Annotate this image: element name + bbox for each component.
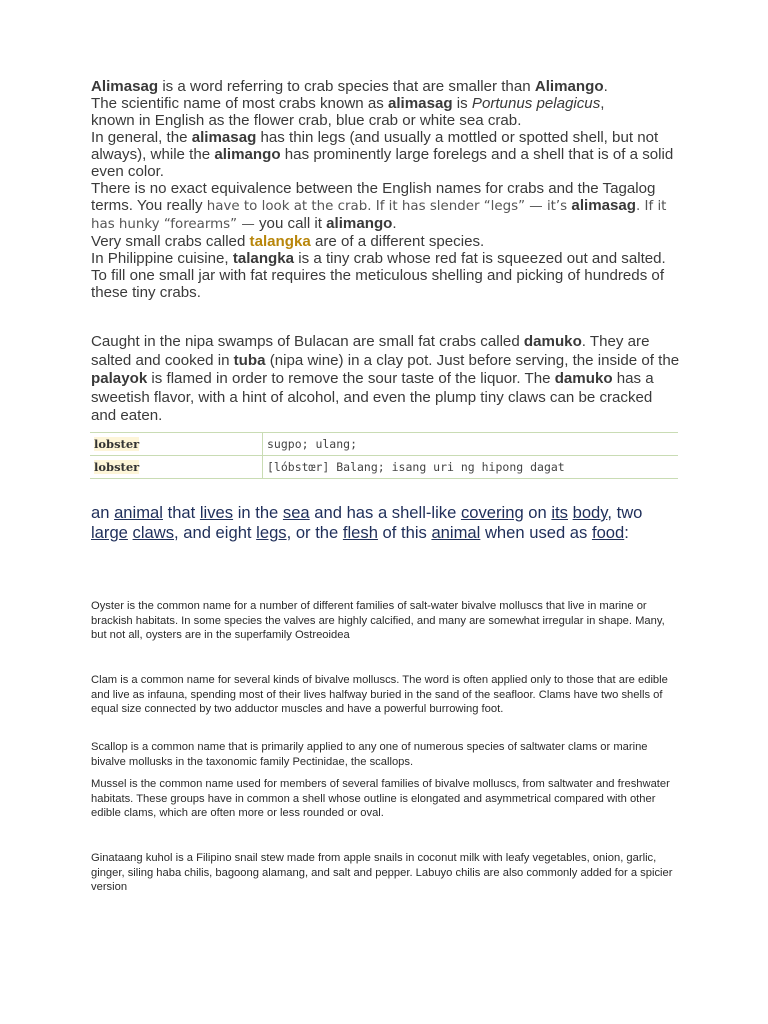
dictionary-definition: [lóbstœr] Balang; isang uri ng hipong dagat bbox=[263, 456, 679, 479]
dictionary-term: lobster bbox=[90, 456, 263, 479]
damuko-section bbox=[91, 333, 680, 426]
intro-paragraph-6: In Philippine cuisine, talangka is a tiny crab whose red fat is squeezed out and salted. bbox=[91, 250, 666, 267]
dictionary-row bbox=[90, 456, 678, 479]
dictionary-term: lobster bbox=[90, 433, 263, 456]
clam-paragraph: Clam is a common name for several kinds of bivalve molluscs. The word is often applied only to those that are edible and live as infauna, spending most of their lives halfway buried in the sand of the seafloor. Clams have two shells of equal size connected by two adductor muscles and have a powerful burrowing foot. bbox=[91, 674, 668, 715]
link-animal[interactable]: animal bbox=[114, 503, 163, 522]
intro-paragraph-2: The scientific name of most crabs known as alimasag is Portunus pelagicus, known in English as the flower crab, blue crab or white sea crab. bbox=[91, 95, 605, 129]
damuko-paragraph: Caught in the nipa swamps of Bulacan are small fat crabs called damuko. They are salted and cooked in tuba (nipa wine) in a clay pot. Just before serving, the inside of the palayok is flamed in order to remove the sour taste of the liquor. The damuko has a sweetish flavor, with a hint of alcohol, and even the plump tiny claws can be cracked and eaten. bbox=[91, 333, 680, 424]
oyster-paragraph: Oyster is the common name for a number of different families of salt-water bivalve molluscs that live in marine or brackish habitats. In some species the valves are highly calcified, and many are somewhat irregular in shape. Many, but not all, oysters are in the superfamily Ostreoidea bbox=[91, 600, 665, 641]
link-body[interactable]: body bbox=[572, 503, 608, 522]
intro-paragraph-5: Very small crabs called talangka are of a different species. bbox=[91, 233, 485, 250]
dictionary-row bbox=[90, 433, 678, 456]
crab-intro-section bbox=[91, 78, 680, 301]
link-lives[interactable]: lives bbox=[199, 503, 234, 522]
link-flesh[interactable]: flesh bbox=[342, 523, 378, 542]
dictionary-definition: sugpo; ulang; bbox=[263, 433, 679, 456]
intro-paragraph-1: Alimasag is a word referring to crab species that are smaller than Alimango. bbox=[91, 78, 608, 95]
link-claws[interactable]: claws bbox=[132, 523, 175, 542]
mussel-paragraph: Mussel is the common name used for members of several families of bivalve molluscs, from saltwater and freshwater habitats. These groups have in common a shell whose outline is elongated and asymmetrical compared with other edible clams, which are often more or less rounded or oval. bbox=[91, 778, 670, 819]
intro-paragraph-7: To fill one small jar with fat requires the meticulous shelling and picking of hundreds of these tiny crabs. bbox=[91, 267, 665, 301]
kuhol-paragraph: Ginataang kuhol is a Filipino snail stew made from apple snails in coconut milk with leafy vegetables, onion, garlic, ginger, siling haba chilis, bagoong alamang, and salt and pepper. Labuyo chilis are also commonly added for a spicier version bbox=[91, 852, 673, 893]
scallop-paragraph: Scallop is a common name that is primarily applied to any one of numerous species of saltwater clams or marine bivalve mollusks in the taxonomic family Pectinidae, the scallops. bbox=[91, 741, 648, 768]
link-legs[interactable]: legs bbox=[256, 523, 287, 542]
link-large[interactable]: large bbox=[91, 523, 128, 542]
dictionary-table bbox=[90, 432, 678, 479]
link-its[interactable]: its bbox=[551, 503, 568, 522]
link-sea[interactable]: sea bbox=[282, 503, 310, 522]
link-animal-2[interactable]: animal bbox=[431, 523, 481, 542]
intro-paragraph-3: In general, the alimasag has thin legs (and usually a mottled or spotted shell, but not always), while the alimango has prominently large forelegs and a shell that is of a solid even color. bbox=[91, 129, 674, 180]
link-covering[interactable]: covering bbox=[460, 503, 524, 522]
lobster-definition: an animal that lives in the sea and has a shell-like covering on its body, two large claws, and eight legs, or the flesh of this animal when used as food: bbox=[91, 503, 643, 542]
intro-paragraph-4: There is no exact equivalence between the English names for crabs and the Tagalog terms. You really have to look at the crab. If it has slender “legs” — it’s alimasag. If it has hunky “forearms” — you call it alimango. bbox=[91, 180, 667, 232]
link-food[interactable]: food bbox=[591, 523, 625, 542]
